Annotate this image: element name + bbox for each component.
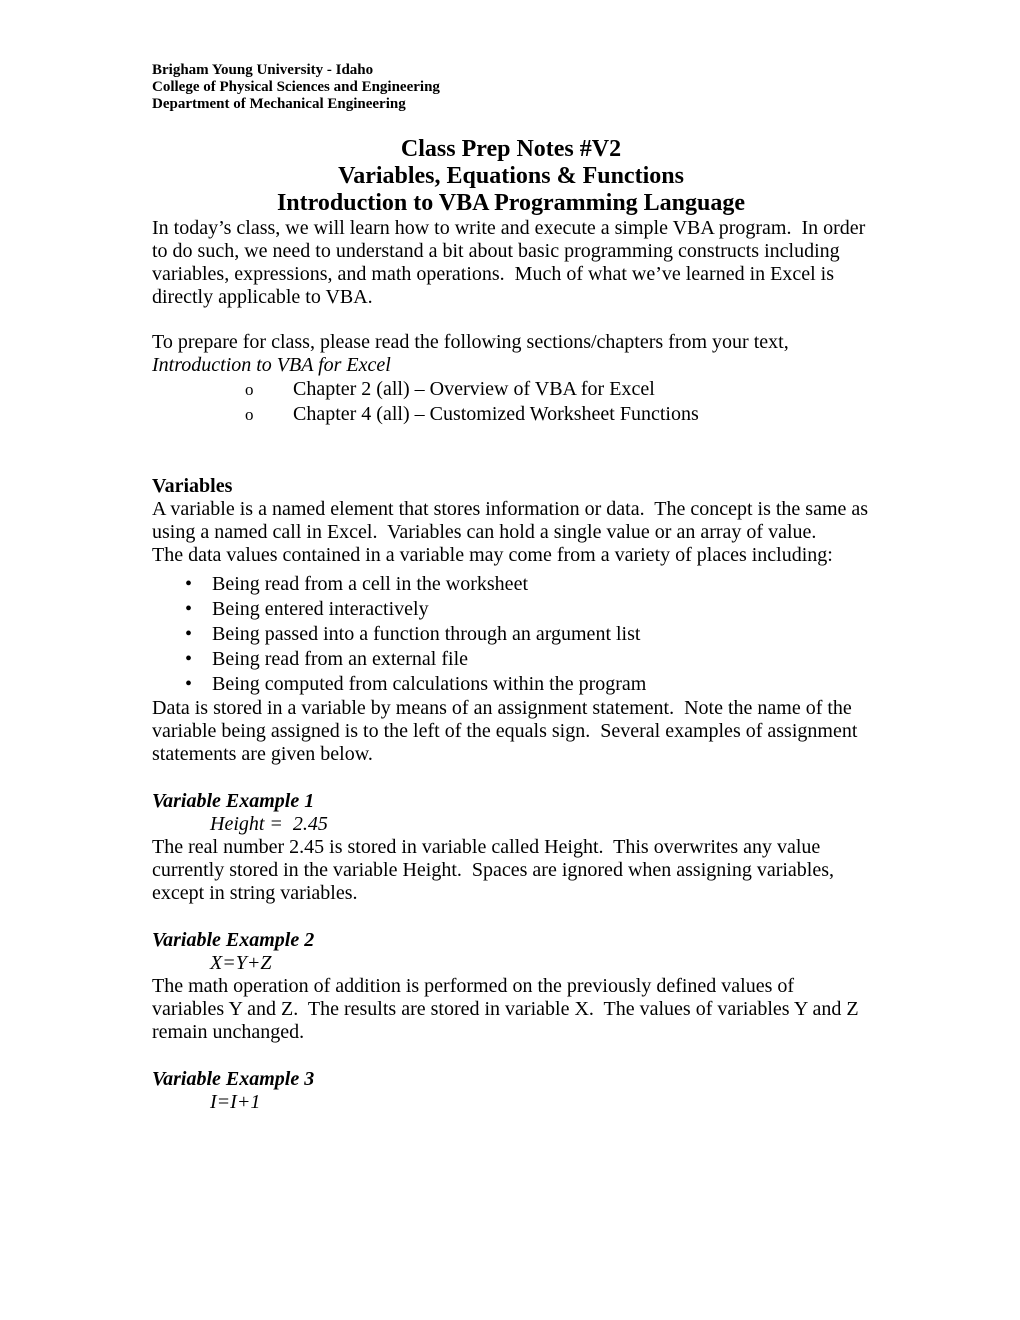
variables-paragraph-3: Data is stored in a variable by means of an assignment statement. Note the name of the variable being assigned is to the left of the equals sign. Several examples of assignment statements are given below.: [152, 697, 863, 765]
chapter-text: Chapter 4 (all) – Customized Worksheet Functions: [293, 403, 699, 425]
chapter-text: Chapter 2 (all) – Overview of VBA for Excel: [293, 378, 655, 400]
example-2-description: The math operation of addition is performed on the previously defined values of variables Y and Z. The results are stored in variable X. The values of variables Y and Z remain unchanged.: [152, 975, 864, 1043]
variable-example-2: [152, 929, 870, 1044]
title-line-2: Variables, Equations & Functions: [338, 163, 684, 189]
letterhead-university: Brigham Young University - Idaho: [152, 62, 374, 78]
bullet-text: Being read from a cell in the worksheet: [212, 573, 528, 595]
bullet-text: Being computed from calculations within the program: [212, 673, 647, 695]
chapter-list: [152, 377, 870, 427]
letterhead-college: College of Physical Sciences and Engineering: [152, 79, 440, 95]
list-item: [152, 672, 870, 697]
letterhead: [152, 62, 870, 113]
list-item: [152, 597, 870, 622]
circle-bullet-marker: o: [245, 405, 254, 424]
example-1-heading: Variable Example 1: [152, 790, 315, 812]
list-item: [152, 647, 870, 672]
disc-bullet-marker: •: [185, 648, 193, 670]
data-sources-list: [152, 572, 870, 697]
disc-bullet-marker: •: [185, 623, 193, 645]
variable-example-1: [152, 790, 870, 905]
variable-example-3: [152, 1068, 870, 1114]
reading-lead: To prepare for class, please read the following sections/chapters from your text,: [152, 331, 789, 353]
variables-paragraph-2: The data values contained in a variable may come from a variety of places including:: [152, 544, 833, 566]
disc-bullet-marker: •: [185, 673, 193, 695]
list-item: [152, 377, 870, 402]
example-3-code: I=I+1: [210, 1091, 261, 1113]
disc-bullet-marker: •: [185, 598, 193, 620]
bullet-text: Being read from an external file: [212, 648, 468, 670]
list-item: [152, 622, 870, 647]
variables-section-heading: Variables: [152, 475, 233, 497]
example-2-heading: Variable Example 2: [152, 929, 315, 951]
example-1-description: The real number 2.45 is stored in variable called Height. This overwrites any value currently stored in the variable Height. Spaces are ignored when assigning variables, except in string variables.: [152, 836, 840, 904]
letterhead-department: Department of Mechanical Engineering: [152, 96, 406, 112]
bullet-text: Being entered interactively: [212, 598, 429, 620]
circle-bullet-marker: o: [245, 380, 254, 399]
document-title: [152, 136, 870, 217]
reading-book-title: Introduction to VBA for Excel: [152, 354, 391, 376]
list-item: [152, 572, 870, 597]
example-2-code: X=Y+Z: [210, 952, 272, 974]
variables-paragraph-1: A variable is a named element that stores information or data. The concept is the same as using a named call in Excel. Variables can hold a single value or an array of value.: [152, 498, 874, 543]
example-3-heading: Variable Example 3: [152, 1068, 315, 1090]
intro-paragraph: In today’s class, we will learn how to write and execute a simple VBA program. In order to do such, we need to understand a bit about basic programming constructs including variables, expressions, and math operations. Much of what we’ve learned in Excel is directly applicable to VBA.: [152, 217, 871, 308]
bullet-text: Being passed into a function through an argument list: [212, 623, 641, 645]
list-item: [152, 402, 870, 427]
example-1-code: Height = 2.45: [210, 813, 328, 835]
disc-bullet-marker: •: [185, 573, 193, 595]
reading-assignment: [152, 331, 870, 427]
title-line-1: Class Prep Notes #V2: [400, 136, 622, 162]
title-line-3: Introduction to VBA Programming Language: [276, 190, 746, 216]
